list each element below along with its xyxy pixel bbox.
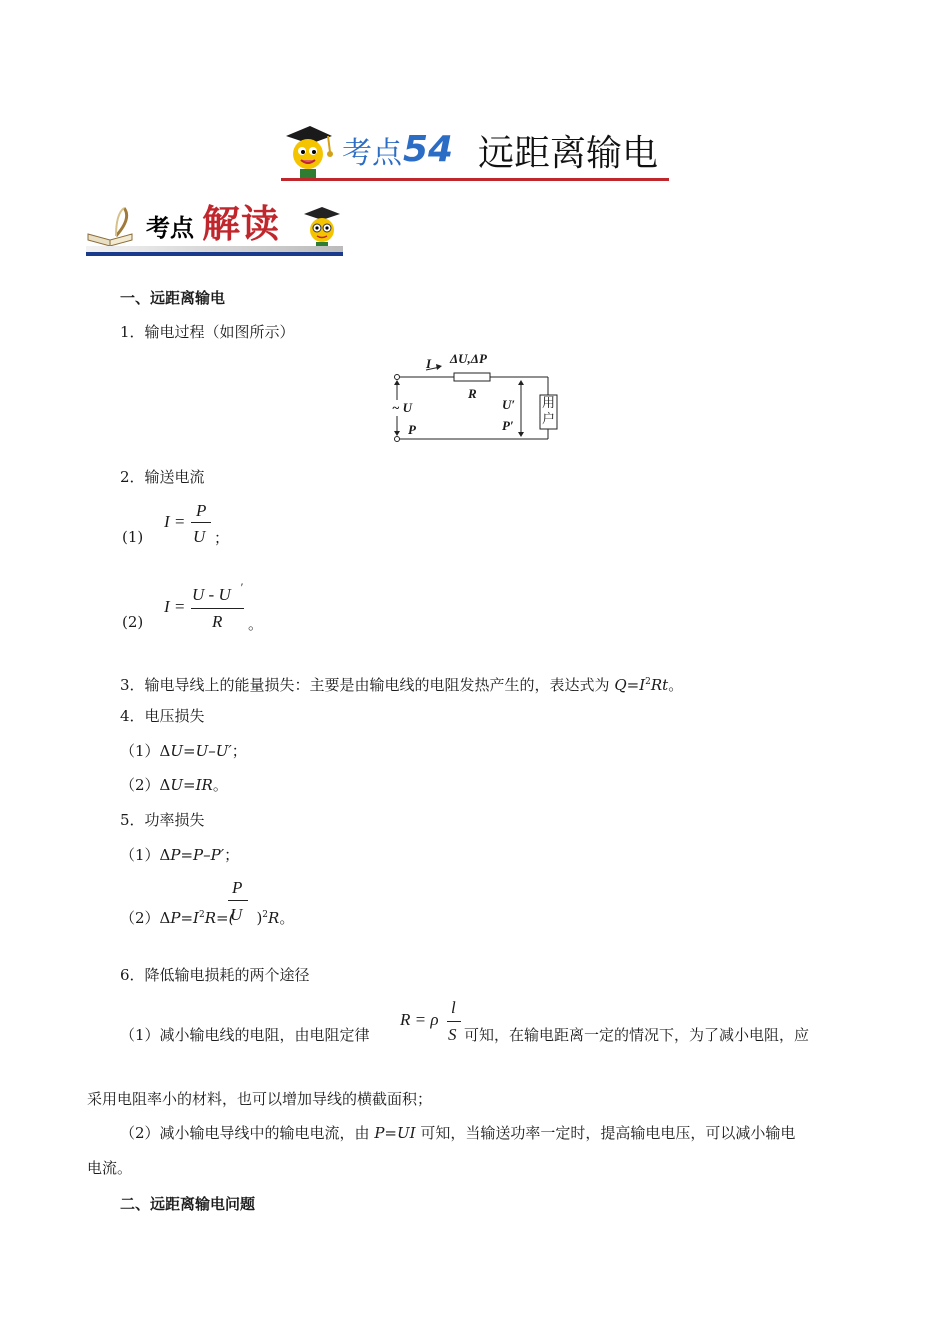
delta-symbol: Δ — [159, 846, 171, 864]
formula-1-numerator: P — [196, 501, 207, 520]
item-5-sup-2: 2 — [262, 910, 269, 920]
transmission-circuit — [388, 350, 568, 445]
fraction-bar — [191, 522, 211, 523]
fraction-bar — [191, 608, 244, 609]
item-5-line-1-end: ； — [224, 846, 240, 864]
item-2-label: 2．输送电流 — [120, 468, 205, 486]
item-4-line-2-formula: U=IR — [170, 776, 213, 794]
formula-2-numerator: U - U — [192, 585, 231, 604]
item-4-line-2 — [120, 775, 228, 795]
item-6-p1-bottom: S — [448, 1025, 457, 1044]
section-heading-2: 二、远距离输电问题 — [120, 1195, 256, 1213]
formula-2-lhs: I = — [164, 597, 186, 616]
item-5-line-1-formula: P=P–P′ — [170, 846, 225, 864]
item-6-label: 6．降低输电损耗的两个途径 — [120, 966, 310, 984]
item-5-line-1-num: （1） — [120, 846, 160, 864]
item-3-end: 。 — [668, 676, 684, 694]
item-6-p1-cont: 采用电阻率小的材料，也可以增加导线的横截面积； — [87, 1090, 433, 1108]
item-5-fraction-bottom: U — [230, 905, 243, 924]
user-label-1: 用 — [542, 396, 556, 411]
user-voltage-label: U′ — [502, 397, 516, 412]
book-quill-icon — [86, 204, 136, 248]
resistance-label: R — [468, 386, 477, 401]
item-5-line-2-end: 。 — [279, 909, 295, 927]
item-5-line-2-formula-a: P=I — [170, 909, 199, 927]
item-5-line-2-num: （2） — [120, 909, 160, 927]
fraction-bar — [228, 900, 248, 901]
item-5-line-2-formula-b: R=( — [204, 909, 235, 927]
formula-2-number: (2) — [122, 613, 144, 631]
item-3-formula: Q=I — [614, 676, 646, 694]
item-6-p1-top: l — [451, 998, 456, 1017]
item-6-p1-lhs: R = ρ — [400, 1010, 439, 1029]
formula-2-tail: 。 — [248, 615, 264, 633]
item-5-sup: 2 — [198, 910, 205, 920]
item-4-label: 4．电压损失 — [120, 707, 205, 725]
item-4-line-2-num: （2） — [120, 776, 160, 794]
item-3-sup: 2 — [645, 677, 651, 687]
formula-2-prime: ′ — [240, 580, 243, 594]
banner-left-text: 考点 — [146, 213, 194, 242]
delta-symbol: Δ — [159, 909, 171, 927]
item-6-p1-end: 可知，在输电距离一定的情况下，为了减小电阻，应 — [464, 1026, 810, 1044]
delta-symbol: Δ — [159, 776, 171, 794]
item-3-formula-tail: Rt — [650, 676, 669, 694]
item-6-p1-start: （1）减小输电线的电阻，由电阻定律 — [120, 1026, 370, 1044]
item-4-line-2-end: 。 — [212, 776, 228, 794]
source-power-label: P — [408, 422, 416, 437]
formula-1-denominator: U — [193, 527, 206, 546]
item-6-p2-cont: 电流。 — [87, 1159, 133, 1177]
item-6-p2-end: 可知，当输送功率一定时，提高输电电压，可以减小输电 — [415, 1124, 796, 1142]
source-voltage-label: ~ U — [392, 400, 413, 415]
page-title: 远距离输电 — [478, 133, 659, 174]
item-4-line-1-formula: U=U–U′ — [170, 742, 232, 760]
item-4-line-1-num: （1） — [120, 742, 160, 760]
current-label: I — [426, 356, 432, 371]
formula-1-tail: ； — [214, 529, 230, 547]
item-5-line-2-formula-d: R — [268, 909, 280, 927]
banner-rule — [86, 252, 343, 256]
title-number: 54 — [403, 129, 454, 170]
title-rule — [281, 178, 669, 181]
section-heading: 一、远距离输电 — [120, 289, 226, 307]
loss-label: ΔU,ΔP — [450, 351, 487, 366]
banner-right-text: 解读 — [202, 201, 281, 246]
item-6-p2-formula: P=UI — [374, 1124, 416, 1142]
item-4-line-1-end: ； — [231, 742, 247, 760]
item-3-text — [120, 672, 683, 695]
formula-2-denominator: R — [212, 612, 223, 631]
fraction-bar — [447, 1021, 461, 1022]
item-4-line-1 — [120, 741, 247, 761]
delta-symbol: Δ — [159, 742, 171, 760]
item-6-p2 — [120, 1123, 795, 1143]
item-5-label: 5．功率损失 — [120, 811, 205, 829]
banner-rule-shade — [86, 246, 343, 252]
item-5-fraction-top: P — [232, 878, 243, 897]
user-label-2: 户 — [542, 412, 556, 427]
item-5-line-2-close: ) — [256, 909, 263, 927]
item-3-body: 3．输电导线上的能量损失：主要是由输电线的电阻发热产生的，表达式为 — [120, 676, 615, 694]
formula-1-lhs: I = — [164, 512, 186, 531]
title-mascot-icon — [280, 122, 338, 180]
banner-mascot-icon — [300, 204, 344, 250]
item-6-p2-start: （2）减小输电导线中的输电电流，由 — [120, 1124, 375, 1142]
user-power-label: P′ — [502, 418, 514, 433]
item-5-line-1 — [120, 845, 239, 865]
title-prefix: 考点 — [342, 136, 402, 171]
item-5-line-2 — [120, 905, 294, 928]
item-1-label: 1．输电过程（如图所示） — [120, 323, 295, 341]
formula-1-number: (1) — [122, 528, 144, 546]
